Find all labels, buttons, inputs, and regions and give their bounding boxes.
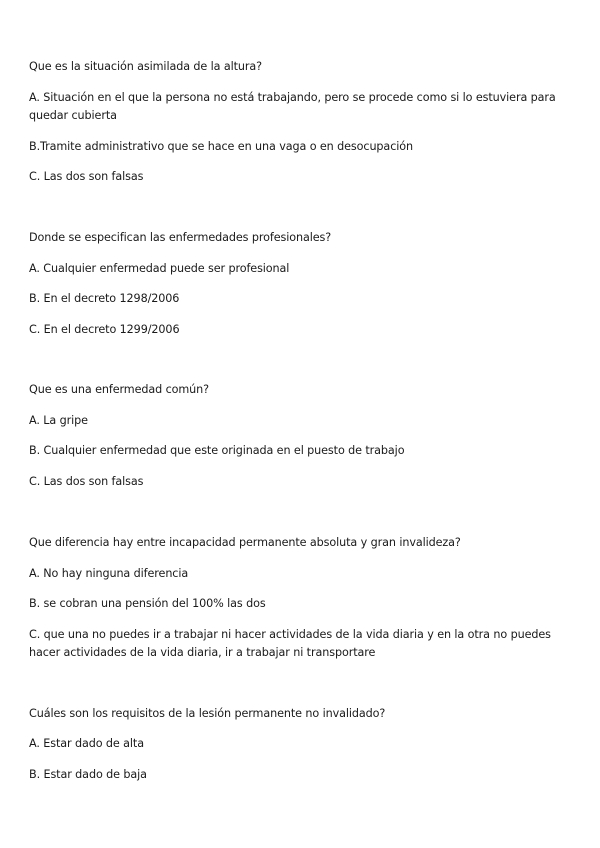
question-3-option-a: A. La gripe [29,414,88,427]
question-5-option-a: A. Estar dado de alta [29,737,144,750]
question-2-option-c: C. En el decreto 1299/2006 [29,323,180,336]
question-4-option-c: C. que una no puedes ir a trabajar ni hacer actividades de la vida diaria y en la otra no puedes hacer actividades de la vida diaria, ir a trabajar ni transportare [29,628,551,659]
question-4-option-a: A. No hay ninguna diferencia [29,567,189,580]
question-4: Que diferencia hay entre incapacidad permanente absoluta y gran invalideza? [29,536,461,549]
question-3: Que es una enfermedad común? [29,383,210,396]
question-1-option-a: A. Situación en el que la persona no está trabajando, pero se procede como si lo estuviera para quedar cubierta [29,91,556,122]
question-2-option-b: B. En el decreto 1298/2006 [29,292,180,305]
question-1-option-b: B.Tramite administrativo que se hace en una vaga o en desocupación [29,140,413,153]
question-1: Que es la situación asimilada de la altura? [29,60,263,73]
question-2: Donde se especifican las enfermedades profesionales? [29,231,332,244]
question-4-option-b: B. se cobran una pensión del 100% las dos [29,597,266,610]
question-1-option-c: C. Las dos son falsas [29,170,144,183]
question-3-option-b: B. Cualquier enfermedad que este originada en el puesto de trabajo [29,444,405,457]
question-5-option-b: B. Estar dado de baja [29,768,147,781]
question-2-option-a: A. Cualquier enfermedad puede ser profesional [29,262,290,275]
question-3-option-c: C. Las dos son falsas [29,475,144,488]
question-5: Cuáles son los requisitos de la lesión permanente no invalidado? [29,707,386,720]
